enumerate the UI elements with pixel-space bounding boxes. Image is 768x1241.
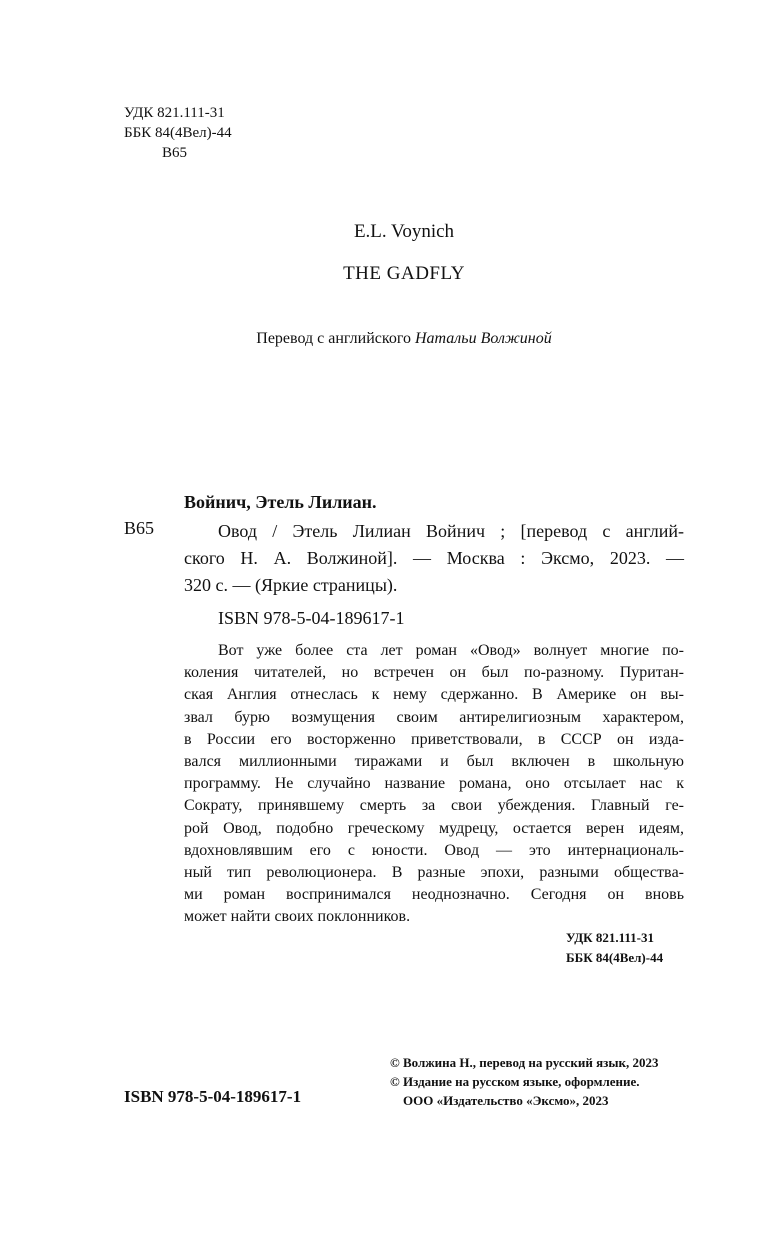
annotation-line: может найти своих поклонников. <box>184 908 411 926</box>
catalog-author-mark: В65 <box>124 518 155 538</box>
bottom-isbn: ISBN 978-5-04-189617-1 <box>124 1087 302 1106</box>
catalog-description <box>184 518 684 599</box>
catalog-line: ского Н. А. Волжиной]. — Москва : Эксмо, 2023. — <box>184 548 684 568</box>
copyright-translation: © Волжина Н., перевод на русский язык, 2023 <box>390 1055 659 1070</box>
copyright-block <box>390 1053 658 1110</box>
annotation-line: ный тип революционера. В разные эпохи, разными обществa- <box>184 864 684 882</box>
annotation-line: Вот уже более ста лет роман «Овод» волнует многие по- <box>218 642 684 659</box>
copyright-publisher: ООО «Издательство «Эксмо», 2023 <box>403 1093 609 1108</box>
bbk-code: ББК 84(4Вел)-44 <box>124 125 232 141</box>
udk-code: УДК 821.111-31 <box>124 105 225 121</box>
annotation-line: вался миллионными тиражами и был включен в школьную <box>184 753 684 771</box>
translation-credit <box>0 330 768 348</box>
annotation-line: программу. Не случайно название романа, оно отсылает нас к <box>184 775 684 793</box>
annotation-line: коления читателей, но встречен он был по-разному. Пуритан- <box>184 664 684 682</box>
footer-codes <box>566 928 663 968</box>
annotation-line: ми роман воспринимался неоднозначно. Сегодня он вновь <box>184 886 684 904</box>
catalog-isbn: ISBN 978-5-04-189617-1 <box>218 608 405 628</box>
annotation-line: в России его восторженно приветствовали, в СССР он изда- <box>184 730 684 748</box>
footer-udk: УДК 821.111-31 <box>566 930 654 945</box>
footer-bbk: ББК 84(4Вел)-44 <box>566 950 664 965</box>
annotation-line: рой Овод, подобно греческому мудрецу, остается верен идеям, <box>184 819 684 837</box>
annotation <box>184 640 684 929</box>
annotation-line: вдохновлявшим его с юности. Овод — это интернациональ- <box>184 841 684 859</box>
translator-name: Натальи Волжиной <box>415 330 552 347</box>
annotation-line: ская Англия отнеслась к нему сдержанно. В Америке он вы- <box>184 686 684 704</box>
original-author: E.L. Voynich <box>353 221 455 242</box>
translation-prefix: Перевод с английского <box>256 330 411 347</box>
annotation-line: звал бурю возмущения своим антирелигиозным характером, <box>184 708 684 726</box>
original-title: THE GADFLY <box>343 263 465 284</box>
author-mark: В65 <box>162 145 188 161</box>
copyright-edition: © Издание на русском языке, оформление. <box>390 1074 640 1089</box>
catalog-line: 320 с. — (Яркие страницы). <box>184 575 398 595</box>
header-codes <box>124 103 232 163</box>
catalog-line: Овод / Этель Лилиан Войнич ; [перевод с англий- <box>218 521 684 541</box>
annotation-line: Сократу, принявшему смерть за свои убеждения. Главный ге- <box>184 797 684 815</box>
catalog-author-heading: Войнич, Этель Лилиан. <box>184 492 377 512</box>
